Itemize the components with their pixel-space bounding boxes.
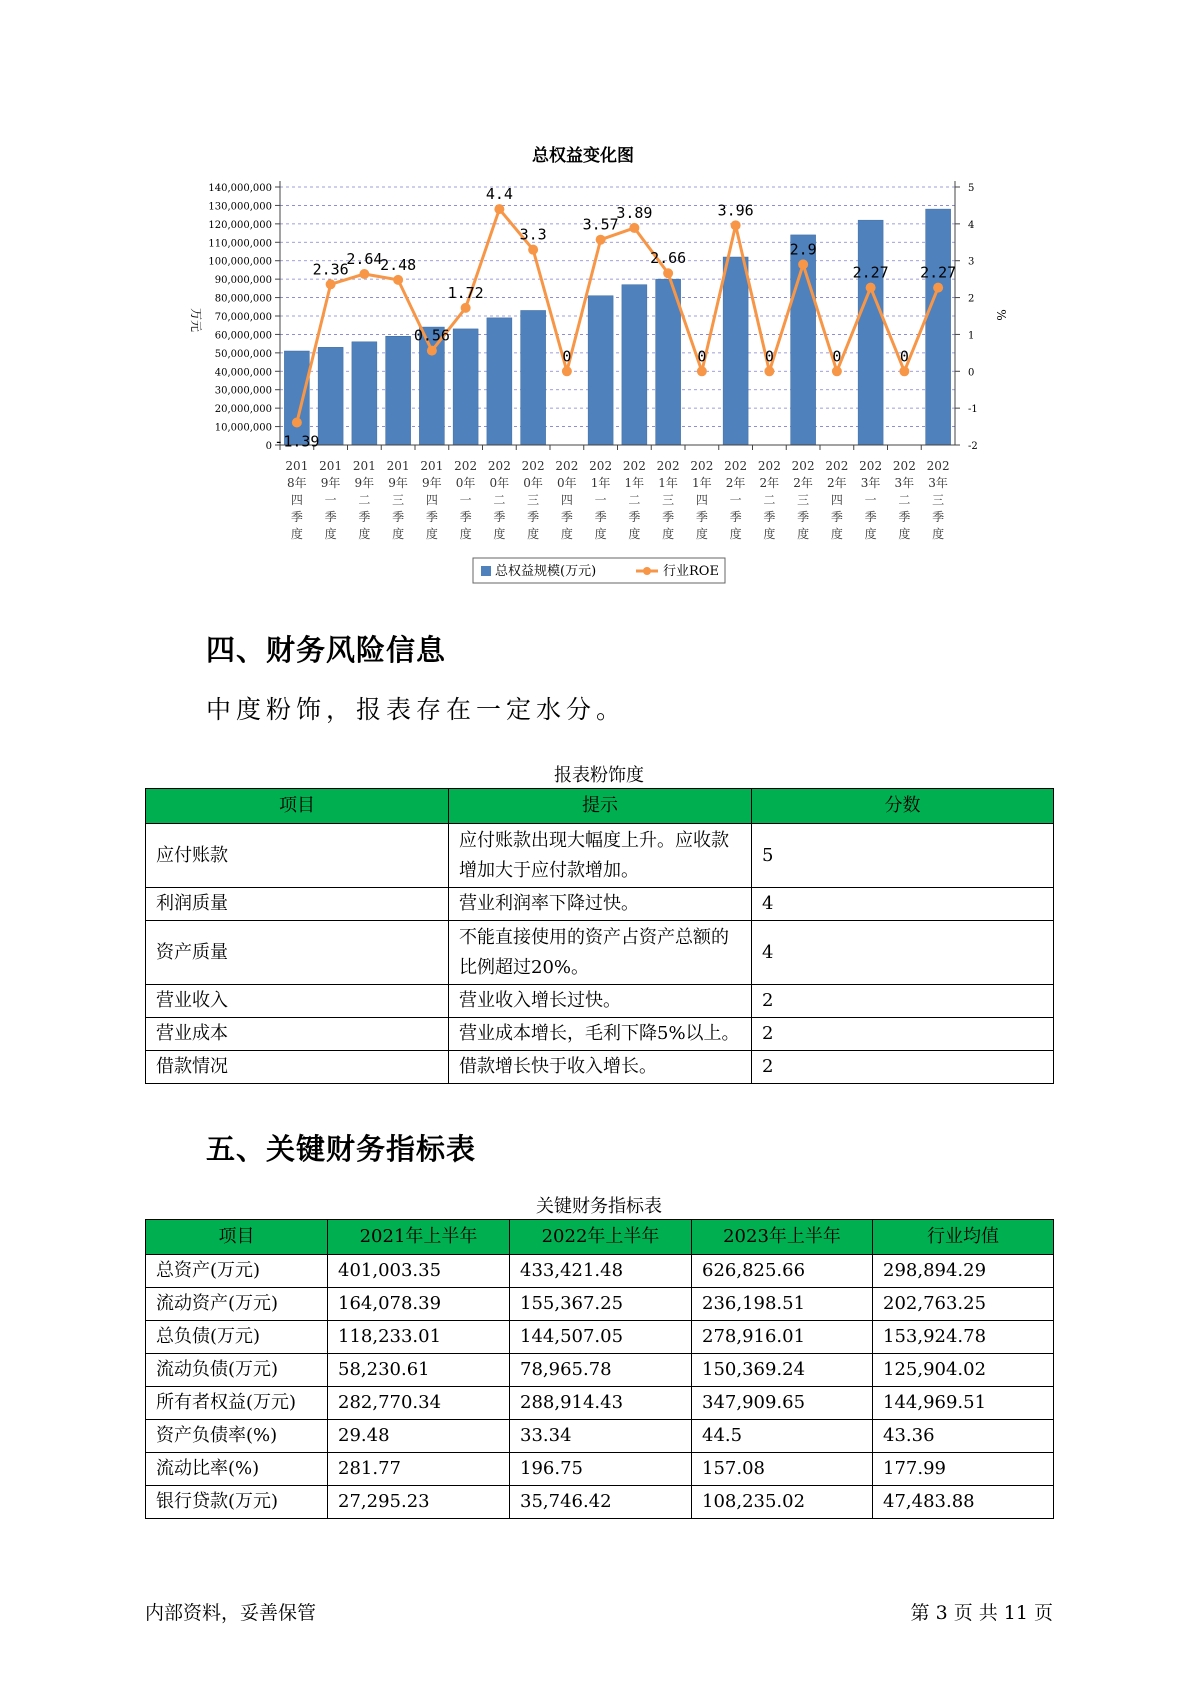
- table-row: [146, 985, 1054, 1018]
- header-cell: 2021年上半年: [328, 1220, 510, 1255]
- table-cell: 155,367.25: [510, 1288, 692, 1321]
- roe-point: [933, 283, 943, 293]
- roe-point: [562, 366, 572, 376]
- table-cell: 银行贷款(万元): [146, 1486, 328, 1519]
- y-tick-label: 0: [265, 441, 272, 452]
- roe-point: [832, 366, 842, 376]
- risk-table: [145, 788, 1054, 1084]
- x-tick-label: 201 9年四季度: [420, 459, 444, 541]
- legend-label-bar: 总权益规模(万元): [495, 564, 597, 579]
- table-cell: 281.77: [328, 1453, 510, 1486]
- table-row: [146, 1018, 1054, 1051]
- table-cell: 所有者权益(万元): [146, 1387, 328, 1420]
- table-cell: 58,230.61: [328, 1354, 510, 1387]
- chart-legend: [473, 558, 725, 583]
- y-tick-label: 10,000,000: [214, 422, 272, 434]
- roe-point: [764, 366, 774, 376]
- table-cell: 营业收入增长过快。: [449, 985, 752, 1018]
- y-tick-label: 40,000,000: [214, 367, 272, 379]
- x-tick-label: 202 2年一季度: [724, 459, 748, 541]
- equity-bar: [487, 318, 512, 445]
- x-tick-label: 202 3年三季度: [926, 459, 950, 541]
- roe-point: [292, 418, 302, 428]
- header-cell: 提示: [449, 789, 752, 824]
- table-cell: 278,916.01: [692, 1321, 873, 1354]
- table-cell: 营业成本增长，毛利下降5%以上。: [449, 1018, 752, 1051]
- table-cell: 144,507.05: [510, 1321, 692, 1354]
- y2-tick-label: 5: [968, 183, 975, 194]
- x-tick-label: 202 1年二季度: [622, 459, 646, 541]
- footer-page-number: 第 3 页 共 11 页: [910, 1602, 1053, 1624]
- table-cell: 应付账款: [146, 824, 449, 888]
- equity-bar: [521, 310, 546, 445]
- table-cell: 433,421.48: [510, 1255, 692, 1288]
- equity-bar: [453, 329, 478, 445]
- section-heading-risk: 四、财务风险信息: [206, 633, 447, 667]
- equity-bar: [723, 257, 748, 445]
- roe-point: [528, 245, 538, 255]
- roe-point: [596, 235, 606, 245]
- roe-point: [798, 259, 808, 269]
- x-tick-label: 202 0年一季度: [454, 459, 478, 541]
- roe-point: [663, 268, 673, 278]
- y-tick-label: 30,000,000: [214, 385, 272, 397]
- table-cell: 298,894.29: [873, 1255, 1054, 1288]
- table-row: [146, 1288, 1054, 1321]
- y-tick-label: 50,000,000: [214, 348, 272, 360]
- table-cell: 2: [752, 1018, 1054, 1051]
- y-axis-label: 万元: [189, 307, 203, 333]
- table-cell: 资产负债率(%): [146, 1420, 328, 1453]
- y-tick-label: 140,000,000: [208, 183, 272, 194]
- table-cell: 177.99: [873, 1453, 1054, 1486]
- table-cell: 4: [752, 888, 1054, 921]
- roe-point: [359, 269, 369, 279]
- equity-bar: [386, 336, 411, 445]
- roe-data-label: 3.57: [582, 215, 619, 234]
- roe-point: [731, 220, 741, 230]
- chart-title: 总权益变化图: [532, 146, 634, 166]
- table-cell: 35,746.42: [510, 1486, 692, 1519]
- table-row: [146, 1051, 1054, 1084]
- table-header-row: [146, 789, 1054, 824]
- table-row: [146, 1486, 1054, 1519]
- table-cell: 164,078.39: [328, 1288, 510, 1321]
- equity-bar: [284, 351, 309, 445]
- x-tick-label: 201 8年四季度: [285, 459, 309, 541]
- table-cell: 应付账款出现大幅度上升。应收款增加大于应付款增加。: [449, 824, 752, 888]
- y-tick-label: 20,000,000: [214, 404, 272, 416]
- header-cell: 分数: [752, 789, 1054, 824]
- x-tick-label: 202 0年四季度: [555, 459, 579, 541]
- roe-data-label: 0: [764, 347, 774, 366]
- y-tick-label: 100,000,000: [208, 256, 272, 268]
- roe-data-label: 0.56: [413, 326, 450, 345]
- table-row: [146, 1255, 1054, 1288]
- roe-point: [629, 223, 639, 233]
- table-cell: 流动资产(万元): [146, 1288, 328, 1321]
- table-cell: 营业成本: [146, 1018, 449, 1051]
- y-tick-label: 110,000,000: [208, 238, 272, 250]
- equity-chart: [0, 0, 1191, 600]
- table-cell: 总资产(万元): [146, 1255, 328, 1288]
- y2-tick-label: 0: [968, 367, 975, 379]
- table-cell: 196.75: [510, 1453, 692, 1486]
- roe-data-label: 2.27: [852, 263, 889, 282]
- header-cell: 项目: [146, 789, 449, 824]
- equity-bar: [656, 279, 681, 445]
- table-header-row: [146, 1220, 1054, 1255]
- x-tick-label: 201 9年二季度: [352, 459, 376, 541]
- table-cell: 401,003.35: [328, 1255, 510, 1288]
- roe-point: [899, 366, 909, 376]
- table-cell: 33.34: [510, 1420, 692, 1453]
- roe-data-label: 4.4: [485, 185, 513, 204]
- equity-bar: [352, 342, 377, 445]
- roe-data-label: 2.64: [346, 249, 383, 268]
- table-cell: 借款情况: [146, 1051, 449, 1084]
- x-tick-label: 202 2年四季度: [825, 459, 849, 541]
- roe-data-label: 1.72: [447, 283, 484, 302]
- x-tick-label: 202 1年三季度: [656, 459, 680, 541]
- roe-data-label: -1.39: [274, 432, 320, 451]
- roe-data-label: 3.96: [717, 201, 754, 220]
- footer-confidential-note: 内部资料，妥善保管: [145, 1602, 317, 1624]
- table-cell: 29.48: [328, 1420, 510, 1453]
- x-tick-label: 202 3年一季度: [859, 459, 883, 541]
- table-cell: 288,914.43: [510, 1387, 692, 1420]
- table-cell: 流动负债(万元): [146, 1354, 328, 1387]
- roe-point: [866, 283, 876, 293]
- legend-label-line: 行业ROE: [663, 564, 719, 579]
- table-cell: 43.36: [873, 1420, 1054, 1453]
- table-cell: 236,198.51: [692, 1288, 873, 1321]
- roe-data-label: 2.36: [312, 260, 349, 279]
- x-tick-label: 202 0年三季度: [521, 459, 545, 541]
- equity-bar: [858, 220, 883, 445]
- table-cell: 153,924.78: [873, 1321, 1054, 1354]
- table-cell: 44.5: [692, 1420, 873, 1453]
- y-tick-label: 90,000,000: [214, 275, 272, 287]
- header-cell: 行业均值: [873, 1220, 1054, 1255]
- legend-swatch-point: [643, 567, 651, 575]
- table-cell: 118,233.01: [328, 1321, 510, 1354]
- table-cell: 347,909.65: [692, 1387, 873, 1420]
- key-table-caption: 关键财务指标表: [536, 1196, 662, 1217]
- table-row: [146, 888, 1054, 921]
- equity-bar: [622, 285, 647, 445]
- table-cell: 78,965.78: [510, 1354, 692, 1387]
- table-cell: 利润质量: [146, 888, 449, 921]
- x-tick-label: 202 2年三季度: [791, 459, 815, 541]
- table-cell: 282,770.34: [328, 1387, 510, 1420]
- equity-bar: [318, 347, 343, 445]
- x-tick-label: 202 2年二季度: [757, 459, 781, 541]
- y-tick-label: 80,000,000: [214, 293, 272, 305]
- y2-tick-label: 2: [968, 293, 975, 305]
- table-cell: 150,369.24: [692, 1354, 873, 1387]
- roe-data-label: 2.27: [920, 263, 957, 282]
- key-indicators-table: [145, 1219, 1054, 1519]
- table-cell: 资产质量: [146, 921, 449, 985]
- table-cell: 144,969.51: [873, 1387, 1054, 1420]
- y-tick-label: 120,000,000: [208, 219, 272, 231]
- table-cell: 626,825.66: [692, 1255, 873, 1288]
- header-cell: 2023年上半年: [692, 1220, 873, 1255]
- x-tick-label: 202 0年二季度: [487, 459, 511, 541]
- roe-point: [461, 303, 471, 313]
- roe-data-label: 2.9: [789, 240, 817, 259]
- y-tick-label: 60,000,000: [214, 330, 272, 342]
- roe-data-label: 0: [697, 347, 707, 366]
- roe-point: [494, 204, 504, 214]
- y2-axis-label: %: [994, 309, 1008, 321]
- roe-data-label: 2.66: [650, 249, 687, 268]
- table-cell: 5: [752, 824, 1054, 888]
- y2-tick-label: 3: [968, 256, 975, 268]
- table-cell: 125,904.02: [873, 1354, 1054, 1387]
- y-tick-label: 70,000,000: [214, 312, 272, 323]
- roe-point: [697, 366, 707, 376]
- table-cell: 总负债(万元): [146, 1321, 328, 1354]
- equity-bar: [926, 209, 951, 445]
- roe-data-label: 3.3: [519, 225, 547, 244]
- y-tick-label: 130,000,000: [208, 201, 272, 213]
- x-tick-label: 202 1年四季度: [690, 459, 714, 541]
- y2-tick-label: -2: [968, 441, 978, 452]
- table-cell: 2: [752, 985, 1054, 1018]
- table-row: [146, 1387, 1054, 1420]
- equity-bar: [588, 296, 613, 445]
- risk-table-caption: 报表粉饰度: [554, 765, 644, 786]
- risk-summary-text: 中度粉饰，报表存在一定水分。: [206, 695, 627, 724]
- table-row: [146, 824, 1054, 888]
- section-heading-key-indicators: 五、关键财务指标表: [206, 1132, 477, 1166]
- table-row: [146, 921, 1054, 985]
- roe-data-label: 0: [899, 347, 909, 366]
- y2-tick-label: 4: [968, 219, 975, 231]
- x-tick-label: 201 9年一季度: [319, 459, 343, 541]
- table-row: [146, 1420, 1054, 1453]
- roe-point: [326, 279, 336, 289]
- table-cell: 157.08: [692, 1453, 873, 1486]
- header-cell: 项目: [146, 1220, 328, 1255]
- table-row: [146, 1354, 1054, 1387]
- equity-bar: [419, 327, 444, 445]
- x-tick-label: 202 1年一季度: [589, 459, 613, 541]
- table-cell: 108,235.02: [692, 1486, 873, 1519]
- table-row: [146, 1321, 1054, 1354]
- header-cell: 2022年上半年: [510, 1220, 692, 1255]
- table-cell: 营业利润率下降过快。: [449, 888, 752, 921]
- roe-point: [427, 346, 437, 356]
- roe-data-label: 0: [562, 347, 572, 366]
- table-cell: 2: [752, 1051, 1054, 1084]
- roe-data-label: 2.48: [380, 255, 417, 274]
- y2-tick-label: 1: [968, 330, 975, 342]
- table-cell: 借款增长快于收入增长。: [449, 1051, 752, 1084]
- legend-swatch-bar: [481, 566, 491, 576]
- y2-tick-label: -1: [968, 404, 978, 416]
- table-cell: 流动比率(%): [146, 1453, 328, 1486]
- roe-data-label: 3.89: [616, 203, 653, 222]
- table-cell: 营业收入: [146, 985, 449, 1018]
- roe-point: [393, 275, 403, 285]
- table-cell: 27,295.23: [328, 1486, 510, 1519]
- x-tick-label: 202 3年二季度: [892, 459, 916, 541]
- x-tick-label: 201 9年三季度: [386, 459, 410, 541]
- table-cell: 47,483.88: [873, 1486, 1054, 1519]
- roe-data-label: 0: [832, 347, 842, 366]
- table-cell: 不能直接使用的资产占资产总额的比例超过20%。: [449, 921, 752, 985]
- table-cell: 202,763.25: [873, 1288, 1054, 1321]
- table-row: [146, 1453, 1054, 1486]
- table-cell: 4: [752, 921, 1054, 985]
